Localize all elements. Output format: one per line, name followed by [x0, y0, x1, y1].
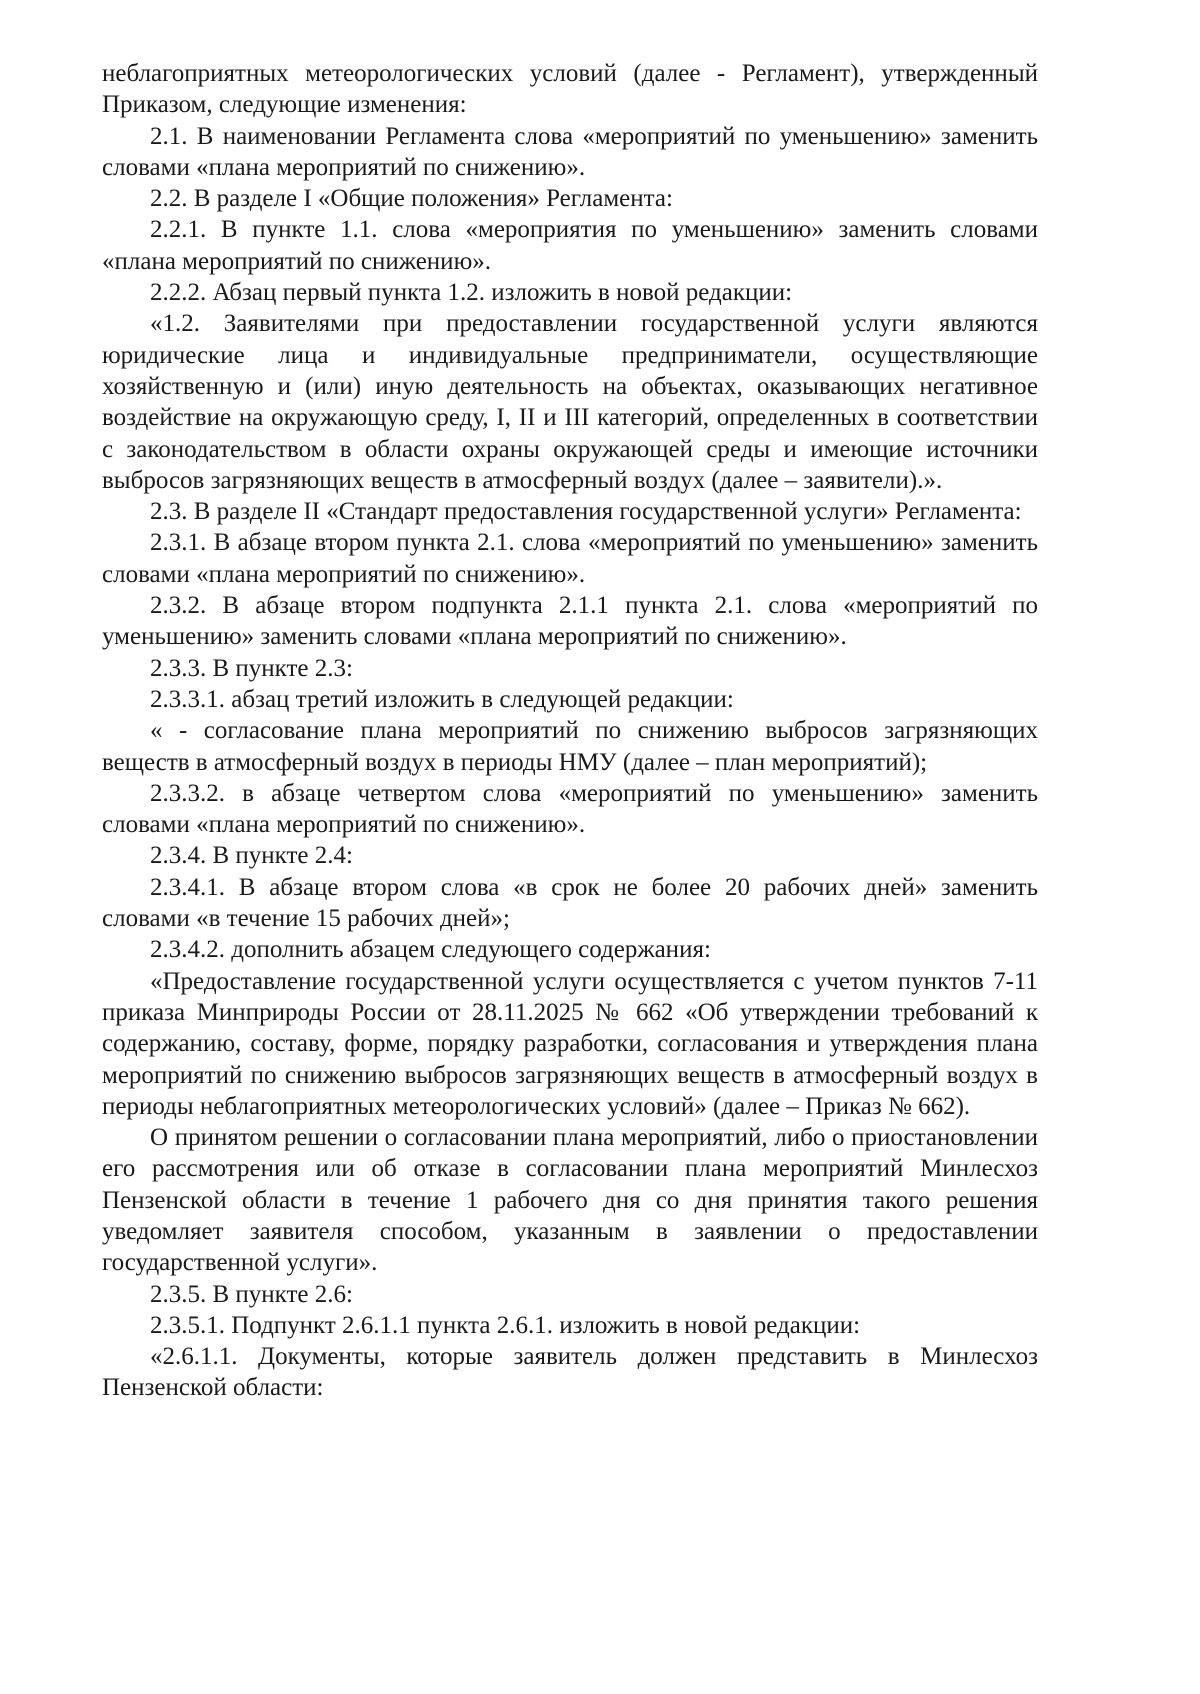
paragraph-2-3-3: 2.3.3. В пункте 2.3:	[150, 654, 353, 682]
paragraph-2-3-4-2: 2.3.4.2. дополнить абзацем следующего содержания:	[150, 936, 711, 964]
paragraph-2-2: 2.2. В разделе I «Общие положения» Регламента:	[150, 185, 673, 213]
paragraph-decision-notice: О принятом решении о согласовании плана мероприятий, либо о приостановлении его рассмотрения или об отказе в согласовании плана мероприятий Минлесхоз Пензенской области в течение 1 рабочего дня со дня принятия такого решения уведомляет заявителя способом, указанным в заявлении о предоставлении государственной услуги».	[102, 1124, 1038, 1277]
paragraph-2-3: 2.3. В разделе II «Стандарт предоставления государственной услуги» Регламента:	[150, 498, 1022, 526]
paragraph-2-2-2: 2.2.2. Абзац первый пункта 1.2. изложить в новой редакции:	[150, 279, 793, 307]
paragraph-2-3-5-1: 2.3.5.1. Подпункт 2.6.1.1 пункта 2.6.1. изложить в новой редакции:	[150, 1311, 861, 1339]
paragraph-2-1: 2.1. В наименовании Регламента слова «мероприятий по уменьшению» заменить словами «плана мероприятий по снижению».	[102, 122, 1038, 181]
paragraph-2-3-3-1: 2.3.3.1. абзац третий изложить в следующей редакции:	[150, 685, 734, 713]
paragraph-2-3-3-2: 2.3.3.2. в абзаце четвертом слова «мероприятий по уменьшению» заменить словами «плана мероприятий по снижению».	[102, 779, 1038, 839]
paragraph-2-3-4: 2.3.4. В пункте 2.4:	[150, 842, 353, 870]
paragraph-2-3-2: 2.3.2. В абзаце втором подпункта 2.1.1 пункта 2.1. слова «мероприятий по уменьшению» заменить словами «плана мероприятий по снижению».	[102, 592, 1038, 651]
paragraph-quote-agreement: « - согласование плана мероприятий по снижению выбросов загрязняющих веществ в атмосферный воздух в периоды НМУ (далее – план мероприятий);	[102, 717, 1038, 776]
paragraph-2-2-1: 2.2.1. В пункте 1.1. слова «мероприятия по уменьшению» заменить словами «плана мероприятий по снижению».	[102, 216, 1038, 275]
paragraph-2-3-5: 2.3.5. В пункте 2.6:	[150, 1280, 353, 1308]
document-body	[102, 58, 1038, 1404]
paragraph-quote-provision: «Предоставление государственной услуги осуществляется с учетом пунктов 7-11 приказа Минприроды России от 28.11.2025 № 662 «Об утверждении требований к содержанию, составу, форме, порядку разработки, согласования и утверждения плана мероприятий по снижению выбросов загрязняющих веществ в атмосферный воздух в периоды неблагоприятных метеорологических условий» (далее – Приказ № 662).	[102, 967, 1038, 1120]
paragraph-2-3-1: 2.3.1. В абзаце втором пункта 2.1. слова «мероприятий по уменьшению» заменить словами «плана мероприятий по снижению».	[102, 529, 1038, 588]
paragraph-quote-1-2: «1.2. Заявителями при предоставлении государственной услуги являются юридические лица и индивидуальные предприниматели, осуществляющие хозяйственную и (или) иную деятельность на объектах, оказывающих негативное воздействие на окружающую среду, I, II и III категорий, определенных в соответствии с законодательством в области охраны окружающей среды и имеющие источники выбросов загрязняющих веществ в атмосферный воздух (далее – заявители).».	[102, 310, 1038, 494]
paragraph-intro-continuation: неблагоприятных метеорологических условий (далее - Регламент), утвержденный Приказом, следующие изменения:	[102, 60, 1038, 119]
paragraph-quote-2-6-1-1: «2.6.1.1. Документы, которые заявитель должен представить в Минлесхоз Пензенской области:	[102, 1343, 1038, 1402]
paragraph-2-3-4-1: 2.3.4.1. В абзаце втором слова «в срок не более 20 рабочих дней» заменить словами «в течение 15 рабочих дней»;	[102, 873, 1038, 933]
